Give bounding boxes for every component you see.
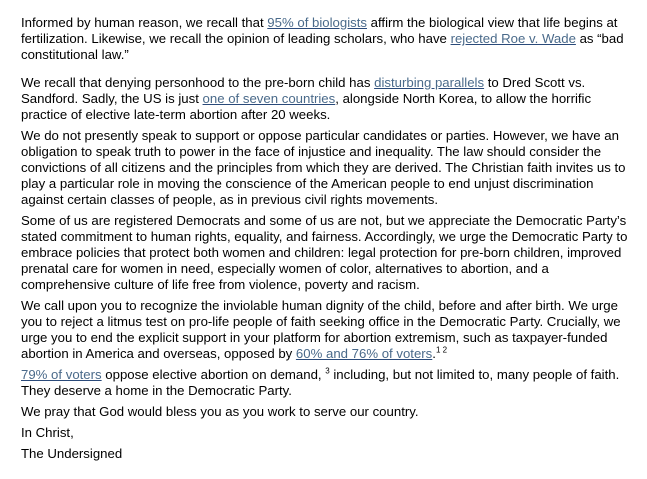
paragraph-text: We pray that God would bless you as you work to serve our country. [21, 404, 419, 419]
paragraph-text: The Undersigned [21, 446, 123, 461]
paragraph [21, 446, 636, 462]
paragraph-text: We call upon you to recognize the inviolable human dignity of the child, before and after birth. We urge you to reject a litmus test on pro-life people of faith seeking office in the Democratic Party. Crucially, we urge you to end the explicit support in your platform for abortion extremism, such as taxpayer-funded abortion in America and overseas, opposed by [21, 298, 621, 361]
paragraph-text: to Dred Scott vs. Sandford. Sadly, the US is just [21, 75, 586, 106]
paragraph [21, 425, 636, 441]
paragraph-text: including, but not limited to, many people of faith. They deserve a home in the Democratic Party. [21, 367, 620, 398]
paragraph [21, 298, 636, 362]
paragraph-text: In Christ, [21, 425, 74, 440]
footnote-marker: 3 [325, 366, 330, 376]
letter-body [21, 15, 636, 467]
paragraph-text: We do not presently speak to support or oppose particular candidates or parties. However, we have an obligation to speak truth to power in the face of injustice and inequality. The law should consider the convictions of all citizens and the principles from which they are derived. The Christian faith invites us to play a particular role in moving the conscience of the American people to end unjust discrimination against certain classes of people, as in previous civil rights movements. [21, 128, 626, 207]
paragraph-text: oppose elective abortion on demand, [101, 367, 326, 382]
reference-link[interactable]: one of seven countries [202, 91, 336, 106]
paragraph-text: . [432, 346, 436, 361]
paragraph [21, 75, 636, 123]
reference-link[interactable]: 79% of voters [21, 367, 102, 382]
paragraph [21, 404, 636, 420]
paragraph-text: affirm the biological view that life begins at fertilization. Likewise, we recall the opinion of leading scholars, who have [21, 15, 618, 46]
reference-link[interactable]: 95% of biologists [267, 15, 367, 30]
paragraph-text: as “bad constitutional law.” [21, 31, 624, 62]
paragraph [21, 15, 636, 63]
paragraph-text: We recall that denying personhood to the pre-born child has [21, 75, 375, 90]
footnote-marker: 1 2 [435, 345, 448, 355]
paragraph-text: , alongside North Korea, to allow the horrific practice of elective late-term abortion after 20 weeks. [21, 91, 592, 122]
paragraph [21, 128, 636, 208]
paragraph [21, 367, 636, 399]
reference-link[interactable]: 60% and 76% of voters [295, 346, 433, 361]
reference-link[interactable]: rejected Roe v. Wade [450, 31, 576, 46]
paragraph-text: Some of us are registered Democrats and some of us are not, but we appreciate the Democratic Party’s stated commitment to human rights, equality, and fairness. Accordingly, we urge the Democratic Party to embrace policies that protect both women and children: legal protection for pre-born children, improved prenatal care for women in need, especially women of color, alternatives to abortion, and a comprehensive culture of life free from violence, poverty and racism. [21, 213, 628, 292]
paragraph-text: Informed by human reason, we recall that [21, 15, 268, 30]
reference-link[interactable]: disturbing parallels [374, 75, 485, 90]
paragraph [21, 213, 636, 293]
